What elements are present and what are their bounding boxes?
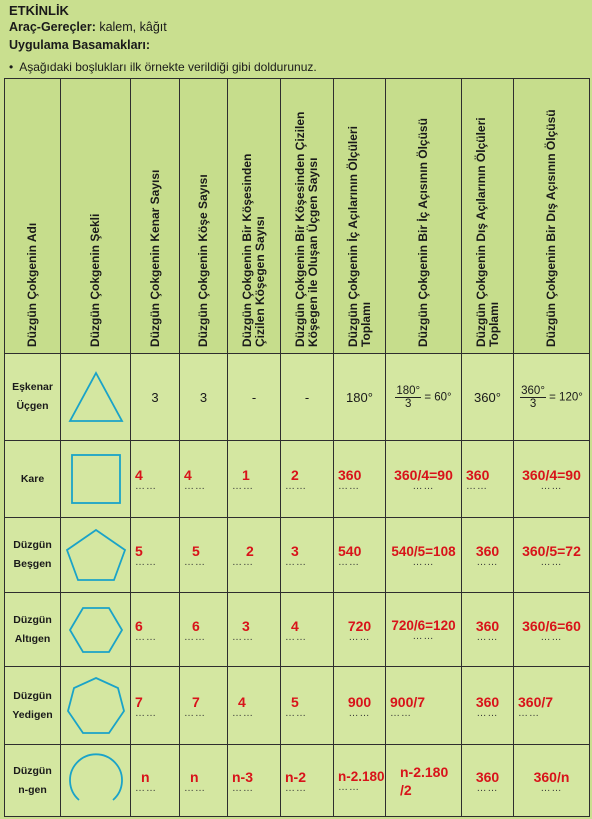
square-icon xyxy=(66,452,126,506)
answer: 360/7 xyxy=(518,693,554,710)
polygon-name xyxy=(5,745,61,817)
col-shape-header xyxy=(61,79,131,354)
fraction-denominator: 3 xyxy=(405,397,412,410)
interior-one-value xyxy=(386,593,462,667)
answer: 360/4=90 xyxy=(394,467,453,483)
fraction-result: = 60° xyxy=(421,391,452,404)
answer: 5 xyxy=(291,693,299,710)
polygon-shape xyxy=(61,593,131,667)
col-interior-one-header xyxy=(386,79,462,354)
interior-one-value xyxy=(386,441,462,518)
interior-one-value xyxy=(386,518,462,593)
name-line2: n-gen xyxy=(18,783,47,796)
exterior-sum-value xyxy=(462,441,514,518)
answer: 360 xyxy=(475,768,500,785)
fraction xyxy=(395,385,421,410)
polygon-name xyxy=(5,667,61,745)
dots: …… xyxy=(135,557,157,568)
example-row-triangle xyxy=(5,354,590,441)
dots: …… xyxy=(232,631,254,643)
answer: 360/4=90 xyxy=(522,467,581,483)
answer: 540/5=108 xyxy=(391,543,456,559)
polygon-shape xyxy=(61,518,131,593)
name-line1: Düzgün xyxy=(13,613,52,626)
answer: 360 xyxy=(466,467,490,483)
triangles-value xyxy=(281,518,334,593)
dots: …… xyxy=(338,481,360,492)
dots: …… xyxy=(232,782,254,794)
answer: 1 xyxy=(242,467,250,483)
header-row xyxy=(5,79,590,354)
interior-sum-value xyxy=(334,745,386,817)
col-name-header xyxy=(5,79,61,354)
answer: n-2.180 xyxy=(338,769,385,784)
dots: …… xyxy=(232,481,254,492)
col-triangles-header xyxy=(281,79,334,354)
answer: 360 xyxy=(338,467,362,483)
interior-sum-value xyxy=(334,593,386,667)
polygon-name xyxy=(5,518,61,593)
interior-one-value xyxy=(386,745,462,817)
dots: …… xyxy=(338,557,360,568)
answer: n-3 xyxy=(232,768,253,785)
answer: 360 xyxy=(475,693,500,710)
vertices-value xyxy=(180,441,228,518)
table-row xyxy=(5,593,590,667)
diagonals-value xyxy=(228,745,281,817)
col-header-text: Düzgün Çokgenin Bir Köşesinden Çizilen Köşegen Sayısı xyxy=(240,153,267,347)
pentagon-icon xyxy=(64,527,128,583)
col-edges-header xyxy=(131,79,180,354)
col-interior-sum-header xyxy=(334,79,386,354)
col-header-text: Düzgün Çokgenin Köşe Sayısı xyxy=(196,174,210,347)
dots: …… xyxy=(135,481,157,492)
dots: …… xyxy=(184,481,206,492)
answer: 900/7 xyxy=(390,693,426,710)
ngon-arc-icon xyxy=(65,750,127,812)
vertices-value xyxy=(180,593,228,667)
dots: …… xyxy=(476,631,499,643)
triangles-value xyxy=(281,667,334,745)
dots: …… xyxy=(338,782,360,793)
exterior-sum-value xyxy=(462,745,514,817)
answer: 6 xyxy=(192,617,200,634)
dots: …… xyxy=(184,782,206,794)
answer: 360 xyxy=(475,617,500,634)
edges-value: 3 xyxy=(131,354,180,441)
answer: n xyxy=(141,768,150,785)
name-line1: Eşkenar xyxy=(12,381,53,393)
exterior-sum-value xyxy=(462,667,514,745)
dots: …… xyxy=(135,707,157,719)
answer: 2 xyxy=(291,467,299,483)
interior-sum-value xyxy=(334,518,386,593)
fraction-numerator: 360° xyxy=(521,384,545,397)
instruction-text: Aşağıdaki boşlukları ilk örnekte verildiği gibi doldurunuz. xyxy=(19,60,317,74)
dots: …… xyxy=(412,481,435,492)
answer: 360/6=60 xyxy=(522,617,581,634)
exterior-sum-value xyxy=(462,593,514,667)
dots: …… xyxy=(540,481,563,492)
diagonals-value xyxy=(228,667,281,745)
answer: 4 xyxy=(291,617,299,634)
dots: …… xyxy=(348,707,371,719)
name-line1: Düzgün xyxy=(13,689,52,702)
vertices-value xyxy=(180,518,228,593)
col-header-text: Düzgün Çokgenin Dış Açılarının Ölçüleri Toplamı xyxy=(473,117,501,347)
fraction-result: = 120° xyxy=(545,391,583,404)
tools-label: Araç-Gereçler: xyxy=(9,20,96,34)
dots: …… xyxy=(285,557,307,568)
vertices-value xyxy=(180,667,228,745)
answer: 7 xyxy=(135,693,143,710)
hexagon-icon xyxy=(68,605,124,655)
name-line2: Beşgen xyxy=(13,558,52,570)
name-line2: Yedigen xyxy=(12,708,53,721)
col-vertices-header xyxy=(180,79,228,354)
col-exterior-one-header xyxy=(514,79,590,354)
answer: 900 xyxy=(347,693,372,710)
dots: …… xyxy=(232,557,254,568)
answer: 720 xyxy=(347,617,372,634)
dots: …… xyxy=(232,707,254,719)
polygon-table xyxy=(4,78,590,817)
answer: 4 xyxy=(238,693,246,710)
col-header-text: Düzgün Çokgenin Adı xyxy=(25,222,39,347)
activity-title: ETKİNLİK xyxy=(9,3,69,18)
instruction xyxy=(9,60,317,75)
col-header-text: Düzgün Çokgenin Şekli xyxy=(88,213,102,347)
answer: 4 xyxy=(135,467,143,483)
polygon-shape xyxy=(61,441,131,518)
fraction-denominator: 3 xyxy=(529,397,537,410)
edges-value xyxy=(131,593,180,667)
polygon-shape xyxy=(61,354,131,441)
polygon-name xyxy=(5,441,61,518)
answer: 3 xyxy=(242,617,250,634)
triangle-icon xyxy=(66,369,126,425)
table-row xyxy=(5,745,590,817)
dots: …… xyxy=(184,631,206,643)
polygon-name xyxy=(5,593,61,667)
answer: 2 xyxy=(246,543,254,559)
triangles-value xyxy=(281,441,334,518)
dots: …… xyxy=(540,631,563,643)
dots: …… xyxy=(285,707,307,719)
dots: …… xyxy=(348,631,371,643)
answer: 720/6=120 xyxy=(391,618,456,633)
dots: …… xyxy=(285,481,307,492)
col-header-text: Düzgün Çokgenin İç Açılarının Ölçüleri Toplamı xyxy=(345,126,373,347)
polygon-shape xyxy=(61,667,131,745)
exterior-one-value xyxy=(514,667,590,745)
exterior-one-value xyxy=(514,354,590,441)
name-line1: Düzgün xyxy=(13,764,52,777)
name-line2: Üçgen xyxy=(16,400,49,412)
dots: …… xyxy=(285,631,307,643)
fraction xyxy=(520,385,546,410)
dots: …… xyxy=(184,707,206,719)
answer: 5 xyxy=(135,543,143,559)
dots: …… xyxy=(466,481,488,492)
answer: 7 xyxy=(192,693,200,710)
answer: 3 xyxy=(291,543,299,559)
edges-value xyxy=(131,441,180,518)
interior-sum-value xyxy=(334,441,386,518)
triangles-value xyxy=(281,745,334,817)
col-header-text: Düzgün Çokgenin Bir Dış Açısının Ölçüsü xyxy=(544,109,558,347)
edges-value xyxy=(131,745,180,817)
interior-sum-value xyxy=(334,667,386,745)
interior-one-value xyxy=(386,667,462,745)
table-row xyxy=(5,667,590,745)
answer: 360 xyxy=(475,543,500,559)
fraction-numerator: 180° xyxy=(396,384,421,397)
interior-one-value xyxy=(386,354,462,441)
exterior-one-value xyxy=(514,441,590,518)
vertices-value: 3 xyxy=(180,354,228,441)
diagonals-value: - xyxy=(228,354,281,441)
exterior-one-value xyxy=(514,518,590,593)
col-diagonals-header xyxy=(228,79,281,354)
col-header-text: Düzgün Çokgenin Kenar Sayısı xyxy=(147,169,162,347)
answer: 6 xyxy=(135,617,143,634)
name-line2: Altıgen xyxy=(14,632,51,645)
dots: …… xyxy=(390,707,412,719)
answer: 4 xyxy=(184,467,192,483)
dots: …… xyxy=(285,782,307,794)
bullet-icon: • xyxy=(9,60,14,74)
tools-line xyxy=(9,20,167,35)
answer: 360/n xyxy=(533,768,570,785)
exterior-one-value xyxy=(514,745,590,817)
col-header-text: Düzgün Çokgenin Bir İç Açısının Ölçüsü xyxy=(416,118,430,347)
dots: …… xyxy=(184,557,206,568)
heptagon-icon xyxy=(65,675,127,737)
answer: 540 xyxy=(338,543,362,559)
col-header-text: Düzgün Çokgenin Bir Köşesinden Çizilen Köşegen ile Oluşan Üçgen Sayısı xyxy=(293,111,320,347)
triangles-value xyxy=(281,593,334,667)
diagonals-value xyxy=(228,441,281,518)
triangles-value: - xyxy=(281,354,334,441)
dots: …… xyxy=(412,556,435,568)
polygon-name xyxy=(5,354,61,441)
answer: 360/5=72 xyxy=(522,543,581,559)
vertices-value xyxy=(180,745,228,817)
table-row xyxy=(5,518,590,593)
diagonals-value xyxy=(228,593,281,667)
edges-value xyxy=(131,667,180,745)
dots: …… xyxy=(540,782,563,794)
col-exterior-sum-header xyxy=(462,79,514,354)
interior-sum-value: 180° xyxy=(334,354,386,441)
tools-value: kalem, kâğıt xyxy=(95,20,167,34)
dots: …… xyxy=(135,631,157,643)
dots: …… xyxy=(518,707,540,719)
steps-label: Uygulama Basamakları: xyxy=(9,38,151,52)
name-line1: Düzgün xyxy=(13,539,52,551)
answer: n-2.180 /2 xyxy=(400,763,449,798)
table-row xyxy=(5,441,590,518)
exterior-sum-value xyxy=(462,518,514,593)
dots: …… xyxy=(476,707,499,719)
diagonals-value xyxy=(228,518,281,593)
answer: n xyxy=(190,768,199,785)
answer: 5 xyxy=(192,543,200,559)
polygon-shape xyxy=(61,745,131,817)
dots: …… xyxy=(540,557,563,568)
dots: …… xyxy=(476,782,499,794)
dots: …… xyxy=(135,782,157,794)
edges-value xyxy=(131,518,180,593)
name-line1: Kare xyxy=(20,472,45,485)
dots: …… xyxy=(412,631,435,642)
answer: n-2 xyxy=(285,768,306,785)
exterior-one-value xyxy=(514,593,590,667)
dots: …… xyxy=(476,557,499,568)
exterior-sum-value: 360° xyxy=(462,354,514,441)
